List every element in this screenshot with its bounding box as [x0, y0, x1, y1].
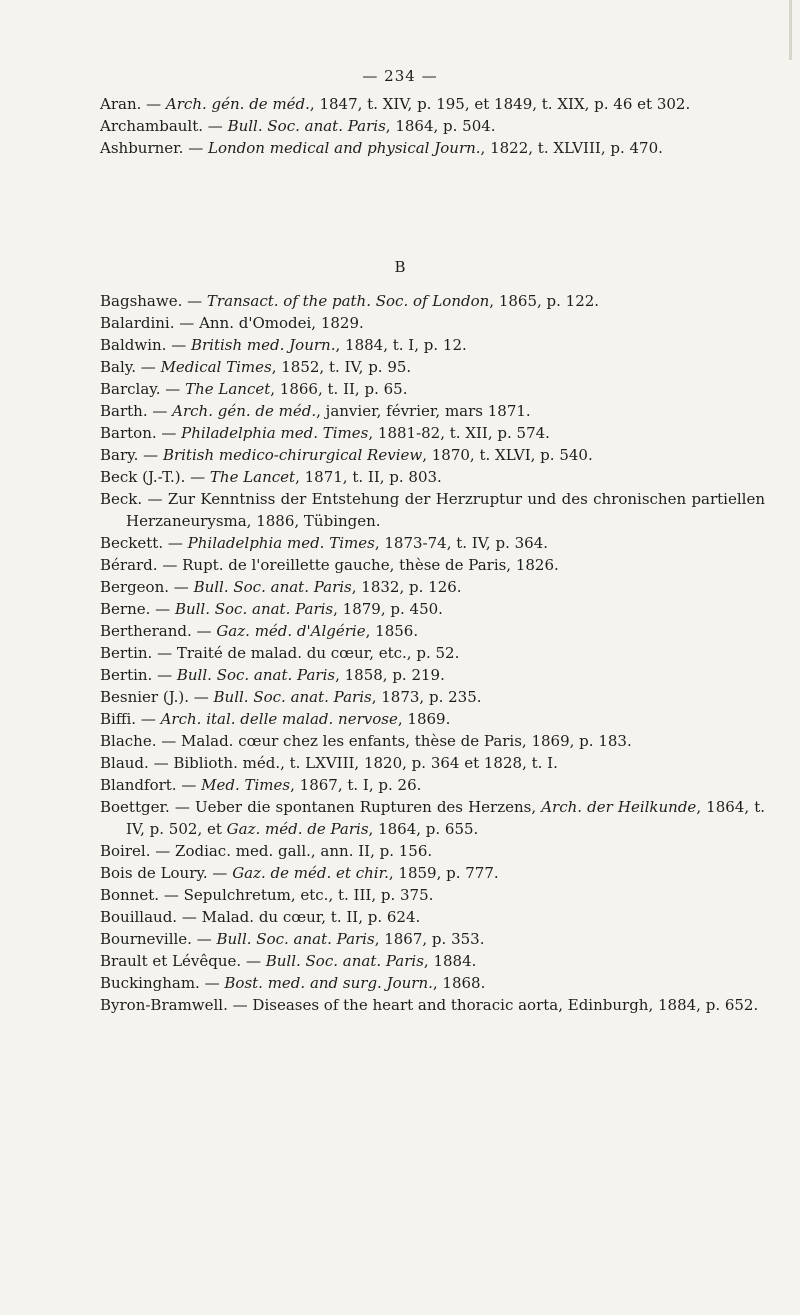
entry-dash: —	[169, 798, 195, 816]
entry-dash: —	[150, 600, 175, 618]
entry-citation: Malad. du cœur, t. II, p. 624.	[201, 908, 421, 926]
entry-author: Balardini.	[100, 314, 175, 332]
entry-citation: , 1867, t. I, p. 26.	[290, 776, 422, 794]
bibliography-entry	[100, 796, 765, 840]
bibliography-entry	[100, 137, 765, 159]
entry-author: Barclay.	[100, 380, 161, 398]
entry-author: Blandfort.	[100, 776, 177, 794]
entry-author: Archambault.	[100, 117, 204, 135]
entry-citation: Rupt. de l'oreillette gauche, thèse de Paris, 1826.	[182, 556, 559, 574]
bibliography-entry	[100, 312, 765, 334]
entry-author: Bertherand.	[100, 622, 192, 640]
entry-journal: British med. Journ.	[190, 336, 336, 354]
bibliography-entry	[100, 708, 765, 730]
entry-dash: —	[227, 996, 253, 1014]
entry-author: Buckingham.	[100, 974, 200, 992]
bibliography-entry	[100, 972, 765, 994]
entry-citation: , 1865, p. 122.	[489, 292, 600, 310]
entry-dash: —	[150, 842, 176, 860]
entry-journal: Bull. Soc. anat. Paris	[216, 930, 375, 948]
entry-citation: , 1873, p. 235.	[371, 688, 482, 706]
entry-dash: —	[199, 974, 225, 992]
entry-dash: —	[207, 864, 233, 882]
entry-citation: Traité de malad. du cœur, etc., p. 52.	[176, 644, 460, 662]
entry-citation: Zodiac. med. gall., ann. II, p. 156.	[175, 842, 433, 860]
entry-journal: Bull. Soc. anat. Paris	[213, 688, 372, 706]
bibliography-entry	[100, 950, 765, 972]
entry-dash: —	[191, 622, 217, 640]
entry-author: Berne.	[100, 600, 151, 618]
bibliography-entry	[100, 378, 765, 400]
entry-dash: —	[191, 930, 217, 948]
bibliography-entry	[100, 642, 765, 664]
page-edge-mark	[789, 0, 792, 60]
entry-citation: Zur Kenntniss der Entstehung der Herzruptur und des chronischen partiellen Herzaneurysma, 1886, Tübingen.	[126, 490, 765, 530]
bibliography-entry	[100, 488, 765, 532]
bibliography-entry	[100, 115, 765, 137]
entry-citation: , 1859, p. 777.	[388, 864, 499, 882]
entry-citation: , 1873-74, t. IV, p. 364.	[374, 534, 549, 552]
bibliography-entry	[100, 862, 765, 884]
entry-dash: —	[156, 732, 182, 750]
bibliography-entry	[100, 730, 765, 752]
entry-citation: , 1867, p. 353.	[374, 930, 485, 948]
entry-dash: —	[177, 908, 202, 926]
entry-citation: Ueber die spontanen Rupturen des Herzens,	[194, 798, 542, 816]
bibliography-entry	[100, 466, 765, 488]
entry-journal: Bull. Soc. anat. Paris	[227, 117, 386, 135]
bibliography-entry	[100, 928, 765, 950]
entry-journal: Gaz. de méd. et chir.	[232, 864, 389, 882]
entry-journal: Med. Times	[201, 776, 291, 794]
entry-dash: —	[188, 688, 214, 706]
section-letter-heading: B	[394, 258, 406, 276]
entry-citation: , 1884, t. I, p. 12.	[335, 336, 467, 354]
entry-author: Bérard.	[100, 556, 158, 574]
bibliography-entry	[100, 752, 765, 774]
entry-author: Brault et Lévêque.	[100, 952, 242, 970]
entry-author: Bois de Loury.	[100, 864, 208, 882]
entry-citation: Malad. cœur chez les enfants, thèse de Paris, 1869, p. 183.	[181, 732, 632, 750]
entry-journal: Arch. der Heilkunde	[541, 798, 697, 816]
entry-dash: —	[157, 556, 183, 574]
entry-citation: , 1864, p. 504.	[385, 117, 496, 135]
entry-journal: London medical and physical Journ.	[208, 139, 481, 157]
entry-author: Baly.	[100, 358, 137, 376]
bibliography-entry	[100, 664, 765, 686]
entry-citation: , 1858, p. 219.	[335, 666, 445, 684]
entry-dash: —	[241, 952, 266, 970]
entry-author: Blache.	[100, 732, 157, 750]
entry-journal: Arch. gén. de méd.	[172, 402, 317, 420]
bibliography-entry	[100, 994, 765, 1016]
entry-citation: , 1852, t. IV, p. 95.	[271, 358, 412, 376]
entry-author: Barth.	[100, 402, 148, 420]
bibliography-entry	[100, 93, 765, 115]
entry-dash: —	[169, 578, 194, 596]
page-number: — 234 —	[362, 67, 438, 85]
bibliography-entry	[100, 532, 765, 554]
entry-dash: —	[166, 336, 191, 354]
entry-dash: —	[156, 424, 182, 442]
entry-journal: The Lancet	[185, 380, 271, 398]
entry-dash: —	[152, 644, 177, 662]
entry-dash: —	[147, 402, 173, 420]
entry-journal: Arch. ital. delle malad. nervose	[160, 710, 398, 728]
entry-citation: , janvier, février, mars 1871.	[316, 402, 531, 420]
entry-author: Aran.	[100, 95, 142, 113]
bibliography-entry	[100, 290, 765, 312]
entry-author: Besnier (J.).	[100, 688, 189, 706]
entry-author: Blaud.	[100, 754, 149, 772]
entry-author: Bergeon.	[100, 578, 170, 596]
entry-dash: —	[185, 468, 210, 486]
entry-author: Bary.	[100, 446, 139, 464]
entry-citation: , 1866, t. II, p. 65.	[270, 380, 408, 398]
entry-author: Beck.	[100, 490, 143, 508]
entry-dash: —	[176, 776, 202, 794]
entry-journal: Philadelphia med. Times	[187, 534, 375, 552]
entry-journal: Bull. Soc. anat. Paris	[193, 578, 352, 596]
entry-dash: —	[159, 886, 184, 904]
entry-journal: British medico-chirurgical Review	[162, 446, 423, 464]
entry-dash: —	[136, 358, 161, 376]
entry-journal: Bull. Soc. anat. Paris	[176, 666, 336, 684]
entry-dash: —	[136, 710, 161, 728]
entry-citation: , 1847, t. XIV, p. 195, et 1849, t. XIX, p. 46 et 302.	[309, 95, 691, 113]
entry-author: Boirel.	[100, 842, 151, 860]
bibliography-section-a	[100, 93, 765, 159]
entry-citation: Ann. d'Omodei, 1829.	[199, 314, 364, 332]
entry-dash: —	[203, 117, 228, 135]
entry-dash: —	[148, 754, 174, 772]
entry-dash: —	[160, 380, 186, 398]
bibliography-entry	[100, 840, 765, 862]
entry-journal: Transact. of the path. Soc. of London	[206, 292, 490, 310]
entry-citation: , 1884.	[423, 952, 477, 970]
entry-author: Bouillaud.	[100, 908, 178, 926]
entry-journal: Arch. gén. de méd.	[165, 95, 310, 113]
entry-journal: Philadelphia med. Times	[181, 424, 369, 442]
entry-author: Bourneville.	[100, 930, 192, 948]
entry-dash: —	[141, 95, 166, 113]
entry-dash: —	[142, 490, 168, 508]
entry-dash: —	[138, 446, 163, 464]
entry-citation: , 1871, t. II, p. 803.	[295, 468, 442, 486]
entry-journal: Gaz. méd. de Paris	[226, 820, 369, 838]
entry-dash: —	[174, 314, 200, 332]
entry-author: Bertin.	[100, 644, 153, 662]
bibliography-entry	[100, 620, 765, 642]
entry-author: Baldwin.	[100, 336, 167, 354]
entry-dash: —	[183, 139, 208, 157]
entry-citation: Biblioth. méd., t. LXVIII, 1820, p. 364 et 1828, t. I.	[173, 754, 558, 772]
entry-journal: The Lancet	[209, 468, 296, 486]
bibliography-entry	[100, 598, 765, 620]
entry-dash: —	[152, 666, 177, 684]
entry-citation: Sepulchretum, etc., t. III, p. 375.	[183, 886, 434, 904]
bibliography-entry	[100, 884, 765, 906]
bibliography-entry	[100, 906, 765, 928]
entry-citation: , 1856.	[365, 622, 419, 640]
bibliography-entry	[100, 576, 765, 598]
bibliography-entry	[100, 422, 765, 444]
entry-dash: —	[163, 534, 188, 552]
bibliography-entry	[100, 334, 765, 356]
entry-journal: Bull. Soc. anat. Paris	[174, 600, 334, 618]
entry-citation: , 1864, t. IV, p. 502, et	[126, 798, 765, 838]
entry-citation: , 1879, p. 450.	[333, 600, 443, 618]
entry-journal: Gaz. méd. d'Algérie	[216, 622, 366, 640]
entry-journal: Bull. Soc. anat. Paris	[265, 952, 424, 970]
entry-author: Biffi.	[100, 710, 137, 728]
entry-author: Byron-Bramwell.	[100, 996, 228, 1014]
entry-author: Bertin.	[100, 666, 153, 684]
entry-citation: , 1881-82, t. XII, p. 574.	[368, 424, 550, 442]
bibliography-entry	[100, 356, 765, 378]
entry-journal: Bost. med. and surg. Journ.	[224, 974, 433, 992]
entry-citation: , 1869.	[397, 710, 451, 728]
entry-author: Ashburner.	[100, 139, 184, 157]
entry-citation: , 1864, p. 655.	[368, 820, 479, 838]
bibliography-entry	[100, 774, 765, 796]
entry-citation: , 1870, t. XLVI, p. 540.	[422, 446, 593, 464]
entry-citation: , 1822, t. XLVIII, p. 470.	[480, 139, 663, 157]
entry-author: Barton.	[100, 424, 157, 442]
bibliography-entry	[100, 686, 765, 708]
entry-citation: Diseases of the heart and thoracic aorta, Edinburgh, 1884, p. 652.	[252, 996, 759, 1014]
entry-citation: , 1868.	[432, 974, 486, 992]
entry-author: Bonnet.	[100, 886, 160, 904]
bibliography-entry	[100, 554, 765, 576]
entry-citation: , 1832, p. 126.	[351, 578, 462, 596]
entry-author: Boettger.	[100, 798, 170, 816]
entry-journal: Medical Times	[160, 358, 272, 376]
entry-author: Bagshawe.	[100, 292, 183, 310]
entry-author: Beck (J.-T.).	[100, 468, 186, 486]
bibliography-entry	[100, 400, 765, 422]
entry-dash: —	[182, 292, 207, 310]
bibliography-section-b	[100, 290, 765, 1016]
entry-author: Beckett.	[100, 534, 164, 552]
bibliography-entry	[100, 444, 765, 466]
